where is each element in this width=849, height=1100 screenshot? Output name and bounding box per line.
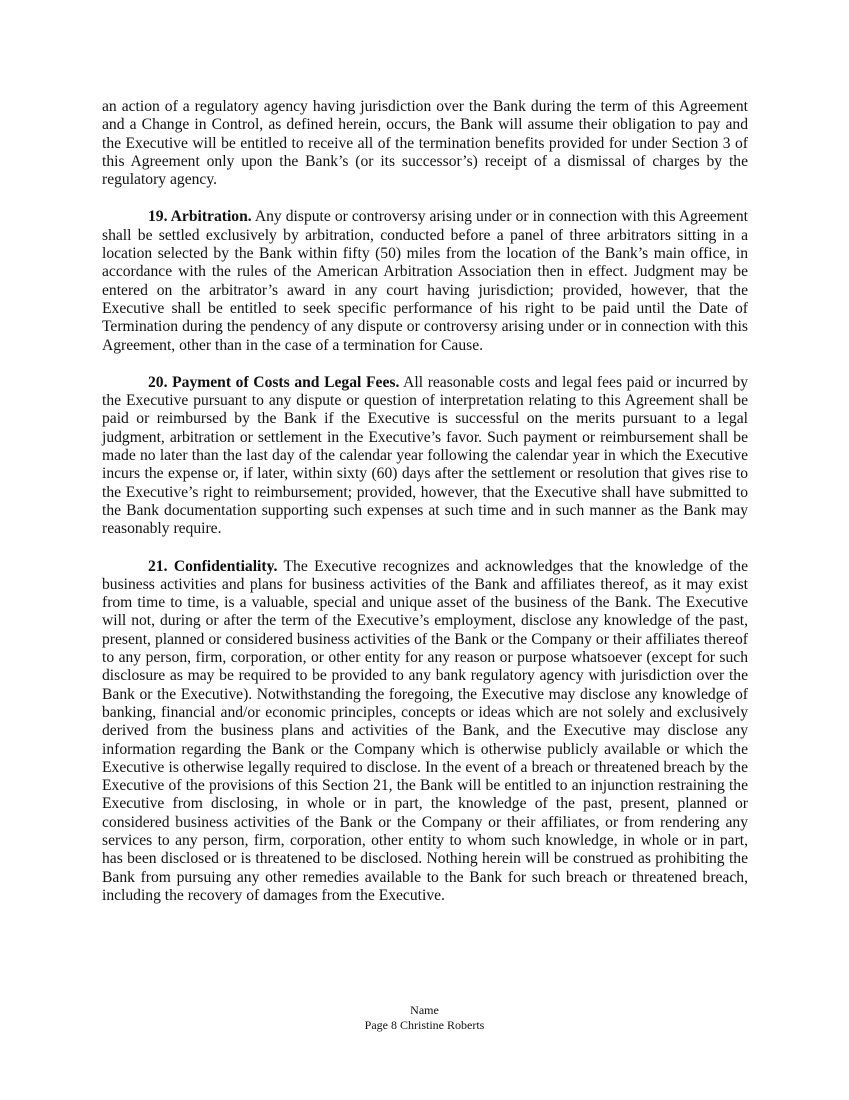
footer-page-label: Page 8 Christine Roberts	[364, 1018, 485, 1032]
continuation-paragraph: an action of a regulatory agency having jurisdiction over the Bank during the term of this Agreement and a Change in Control, as defined herein, occurs, the Bank will assume their obligation to pay and the Executive will be entitled to receive all of the termination benefits provided for under Section 3 of this Agreement only upon the Bank’s (or its successor’s) receipt of a dismissal of charges by the regulatory agency.	[102, 98, 748, 189]
section-body-arbitration: Any dispute or controversy arising under or in connection with this Agreement shall be settled exclusively by arbitration, conducted before a panel of three arbitrators sitting in a location selected by the Bank within fifty (50) miles from the location of the Bank’s main office, in accordance with the rules of the American Arbitration Association then in effect. Judgment may be entered on the arbitrator’s award in any court having jurisdiction; provided, however, that the Executive shall be entitled to seek specific performance of his right to be paid until the Date of Termination during the pendency of any dispute or controversy arising under or in connection with this Agreement, other than in the case of a termination for Cause.	[102, 208, 748, 354]
footer-name-label: Name	[410, 1003, 439, 1017]
section-arbitration	[102, 208, 748, 354]
section-body-costs-legal-fees: All reasonable costs and legal fees paid or incurred by the Executive pursuant to any dispute or question of interpretation relating to this Agreement shall be paid or reimbursed by the Bank if the Executive is successful on the merits pursuant to a legal judgment, arbitration or settlement in the Executive’s favor. Such payment or reimbursement shall be made no later than the last day of the calendar year following the calendar year in which the Executive incurs the expense or, if later, within sixty (60) days after the settlement or resolution that gives rise to the Executive’s right to reimbursement; provided, however, that the Executive shall have submitted to the Bank documentation supporting such expenses at such time and in such manner as the Bank may reasonably require.	[102, 373, 748, 538]
document-page	[102, 98, 748, 924]
section-heading-costs-legal-fees: 20. Payment of Costs and Legal Fees.	[148, 373, 400, 391]
section-heading-arbitration: 19. Arbitration.	[148, 208, 252, 226]
section-confidentiality	[102, 558, 748, 906]
page-footer	[0, 1003, 849, 1033]
section-heading-confidentiality: 21. Confidentiality.	[148, 557, 278, 575]
section-body-confidentiality: The Executive recognizes and acknowledges that the knowledge of the business activities and plans for business activities of the Bank and affiliates thereof, as it may exist from time to time, is a valuable, special and unique asset of the business of the Bank. The Executive will not, during or after the term of the Executive’s employment, disclose any knowledge of the past, present, planned or considered business activities of the Bank or the Company or their affiliates thereof to any person, firm, corporation, or other entity for any reason or purpose whatsoever (except for such disclosure as may be required to be provided to any bank regulatory agency with jurisdiction over the Bank or the Executive). Notwithstanding the foregoing, the Executive may disclose any knowledge of banking, financial and/or economic principles, concepts or ideas which are not solely and exclusively derived from the business plans and activities of the Bank, and the Executive may disclose any information regarding the Bank or the Company which is otherwise publicly available or which the Executive is otherwise legally required to disclose. In the event of a breach or threatened breach by the Executive of the provisions of this Section 21, the Bank will be entitled to an injunction restraining the Executive from disclosing, in whole or in part, the knowledge of the past, present, planned or considered business activities of the Bank or the Company or their affiliates, or from rendering any services to any person, firm, corporation, other entity to whom such knowledge, in whole or in part, has been disclosed or is threatened to be disclosed. Nothing herein will be construed as prohibiting the Bank from pursuing any other remedies available to the Bank for such breach or threatened breach, including the recovery of damages from the Executive.	[102, 557, 748, 904]
section-costs-legal-fees	[102, 374, 748, 539]
